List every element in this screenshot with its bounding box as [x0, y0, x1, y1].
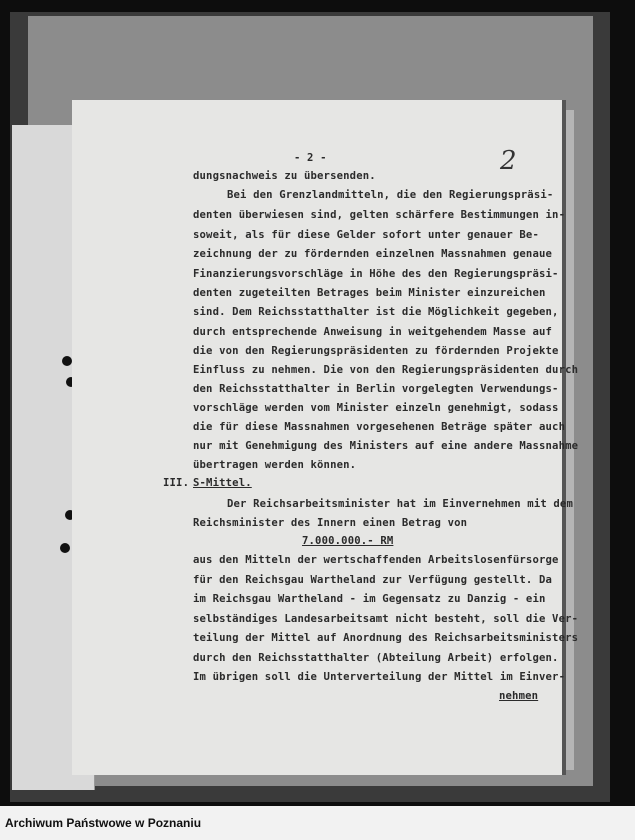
text-line: nehmen — [499, 690, 539, 702]
handwritten-page-number: 2 — [500, 146, 517, 176]
text-line: Der Reichsarbeitsminister hat im Einvernehmen mit dem — [227, 498, 573, 510]
text-line: durch entsprechende Anweisung in weitgehendem Masse auf — [193, 326, 553, 338]
text-line: denten überwiesen sind, gelten schärfere Bestimmungen in- — [193, 209, 566, 221]
amount: 7.000.000.- RM — [302, 535, 394, 547]
text-line: Einfluss zu nehmen. Die von den Regierungspräsidenten durch — [193, 364, 579, 376]
document-page — [72, 100, 579, 775]
text-line: im Reichsgau Wartheland - im Gegensatz zu Danzig - ein — [193, 593, 546, 605]
text-line: nur mit Genehmigung des Ministers auf eine andere Massnahme — [193, 440, 579, 452]
text-line: dungsnachweis zu übersenden. — [193, 170, 376, 182]
punch-hole — [62, 356, 72, 366]
text-line: den Reichsstatthalter in Berlin vorgelegten Verwendungs- — [193, 383, 559, 395]
text-line: die für diese Massnahmen vorgesehenen Beträge später auch — [193, 421, 566, 433]
text-line: zeichnung der zu fördernden einzelnen Massnahmen genaue — [193, 248, 553, 260]
section-title: S-Mittel. — [193, 477, 252, 489]
text-line: Finanzierungsvorschläge in Höhe des den Regierungspräsi- — [193, 268, 559, 280]
section-number: III. — [163, 477, 190, 489]
archive-name: Archiwum Państwowe w Poznaniu — [5, 816, 202, 830]
text-line: übertragen werden können. — [193, 459, 357, 471]
text-line: Reichsminister des Innern einen Betrag von — [193, 517, 468, 529]
page-number: - 2 - — [294, 152, 327, 164]
archive-footer — [0, 806, 635, 840]
text-line: die von den Regierungspräsidenten zu fördernden Projekte — [193, 345, 559, 357]
text-line: für den Reichsgau Wartheland zur Verfügung gestellt. Da — [193, 574, 553, 586]
punch-hole — [60, 543, 70, 553]
text-line: selbständiges Landesarbeitsamt nicht besteht, soll die Ver- — [193, 613, 579, 625]
text-line: denten zugeteilten Betrages beim Minister einzureichen — [193, 287, 546, 299]
text-line: teilung der Mittel auf Anordnung des Reichsarbeitsministers — [193, 632, 579, 644]
text-line: aus den Mitteln der wertschaffenden Arbeitslosenfürsorge — [193, 554, 559, 566]
text-line: sind. Dem Reichsstatthalter ist die Möglichkeit gegeben, — [193, 306, 559, 318]
text-line: Im übrigen soll die Unterverteilung der Mittel im Einver- — [193, 671, 566, 683]
text-line: soweit, als für diese Gelder sofort unter genauer Be- — [193, 229, 539, 241]
text-line: vorschläge werden vom Minister einzeln genehmigt, sodass — [193, 402, 559, 414]
text-line: Bei den Grenzlandmitteln, die den Regierungspräsi- — [227, 189, 554, 201]
text-line: durch den Reichsstatthalter (Abteilung Arbeit) erfolgen. — [193, 652, 559, 664]
